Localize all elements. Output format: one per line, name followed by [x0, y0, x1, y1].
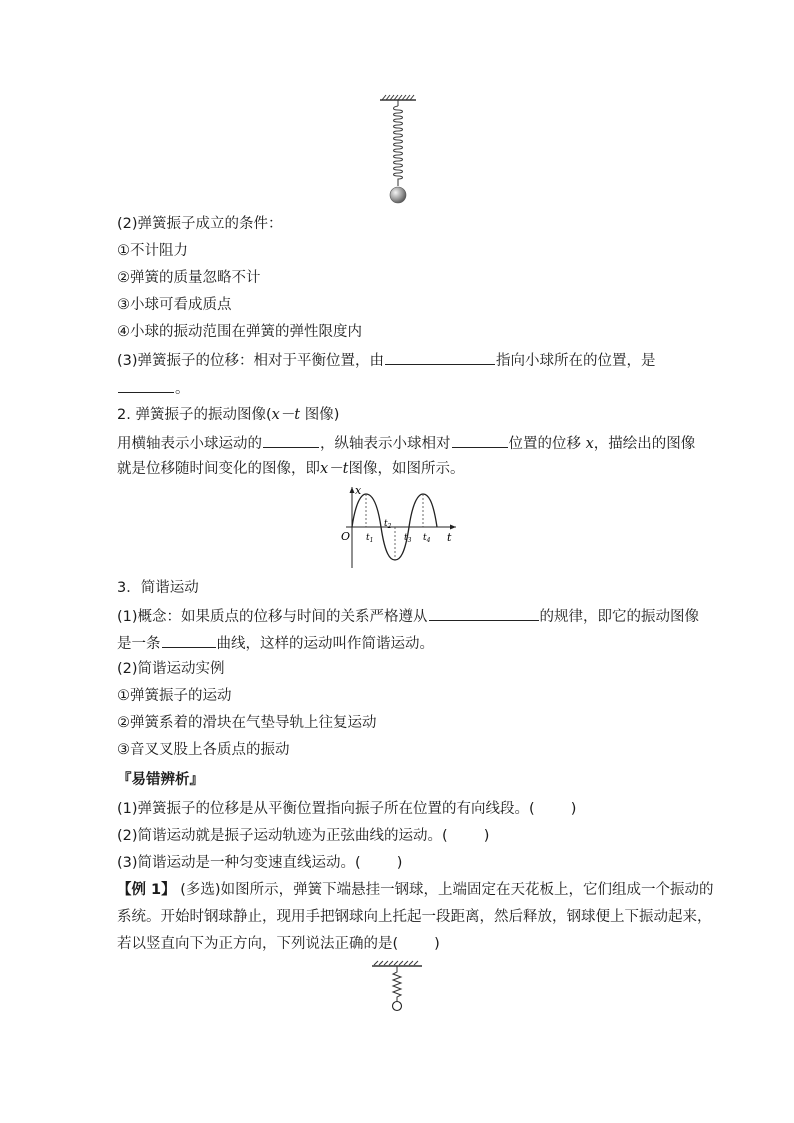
origin-label: O: [341, 530, 351, 543]
condition-item: ①不计阻力: [117, 243, 188, 259]
error-item: (3)简谐运动是一种匀变速直线运动。( ): [117, 855, 403, 871]
section2-title-a: 2. 弹簧振子的振动图像(: [117, 407, 272, 423]
conditions-title: (2)弹簧振子成立的条件：: [117, 216, 283, 232]
x-axis-label: x: [355, 484, 362, 497]
answer-blank[interactable]: [429, 605, 539, 621]
p2-text-a: 就是位移随时间变化的图像，即: [117, 461, 320, 477]
answer-blank[interactable]: [452, 432, 508, 448]
answer-blank[interactable]: [385, 349, 495, 365]
x-axis-arrow: [350, 487, 355, 493]
tick-label-t4: $t_4$: [423, 533, 431, 544]
condition-item: ④小球的振动范围在弹簧的弹性限度内: [117, 324, 362, 340]
p2-math: x－t: [320, 461, 349, 477]
condition-item: ②弹簧的质量忽略不计: [117, 270, 261, 286]
displacement-text-c: 。: [175, 381, 190, 397]
example-question-line-3: 若以竖直向下为正方向，下列说法正确的是( ): [117, 936, 440, 952]
displacement-line-2: [117, 377, 682, 399]
p1-text-b: ，纵轴表示小球相对: [320, 436, 451, 452]
p1-text-a: 用横轴表示小球运动的: [117, 436, 262, 452]
t-axis-arrow: [450, 525, 456, 530]
concept-line-1: [117, 605, 700, 627]
spring-ball-figure: [368, 960, 426, 1012]
section2-paragraph-1: [117, 432, 696, 454]
concept-text-c: 是一条: [117, 636, 161, 652]
example-item: ②弹簧系着的滑块在气垫导轨上往复运动: [117, 715, 377, 731]
p1-text-d: ，描绘出的图像: [593, 436, 696, 452]
x-t-graph: [338, 484, 462, 572]
example-label: 【例 1】: [117, 882, 176, 898]
p1-text-c: 位置的位移: [508, 436, 581, 452]
example-item: ①弹簧振子的运动: [117, 688, 232, 704]
p1-math: x: [581, 436, 594, 452]
concept-text-d: 曲线，这样的运动叫作简谐运动。: [216, 636, 434, 652]
answer-blank[interactable]: [118, 377, 174, 393]
tick-label-t2: $t_2$: [384, 519, 392, 530]
error-item: (1)弹簧振子的位移是从平衡位置指向振子所在位置的有向线段。( ): [117, 801, 577, 817]
condition-item: ③小球可看成质点: [117, 297, 232, 313]
answer-blank[interactable]: [263, 432, 319, 448]
error-analysis-title: 『易错辨析』: [117, 772, 204, 788]
displacement-line: [117, 349, 682, 371]
section2-title-math: x－t: [271, 407, 301, 423]
concept-text-b: 的规律，即它的振动图像: [539, 609, 700, 625]
example-item: ③音叉叉股上各质点的振动: [117, 742, 290, 758]
section2-paragraph-2: [117, 459, 682, 479]
example-question-line-2: 系统。开始时钢球静止，现用手把钢球向上托起一段距离，然后释放，钢球便上下振动起来，: [117, 909, 712, 925]
section3-title: 3．简谐运动: [117, 580, 199, 596]
answer-blank[interactable]: [162, 632, 216, 648]
displacement-text-a: (3)弹簧振子的位移：相对于平衡位置，由: [117, 353, 385, 369]
displacement-text-b: 指向小球所在的位置，是: [496, 353, 656, 369]
examples-title: (2)简谐运动实例: [117, 661, 225, 677]
example-question-line-1: [117, 880, 714, 900]
t-axis-label: t: [447, 531, 452, 544]
concept-text-a: (1)概念：如果质点的位移与时间的关系严格遵从: [117, 609, 428, 625]
spring-oscillator-figure: [370, 94, 426, 206]
p2-text-b: 图像，如图所示。: [348, 461, 465, 477]
error-item: (2)简谐运动就是振子运动轨迹为正弦曲线的运动。( ): [117, 828, 490, 844]
example-text-1: (多选)如图所示，弹簧下端悬挂一钢球，上端固定在天花板上，它们组成一个振动的: [175, 882, 714, 898]
example-text-3: 若以竖直向下为正方向，下列说法正确的是(: [117, 936, 399, 952]
concept-line-2: [117, 632, 682, 654]
tick-label-t3: $t_3$: [404, 533, 412, 544]
tick-label-t1: $t_1$: [366, 533, 374, 544]
section2-title: [117, 405, 682, 425]
section2-title-b: 图像): [300, 407, 340, 423]
